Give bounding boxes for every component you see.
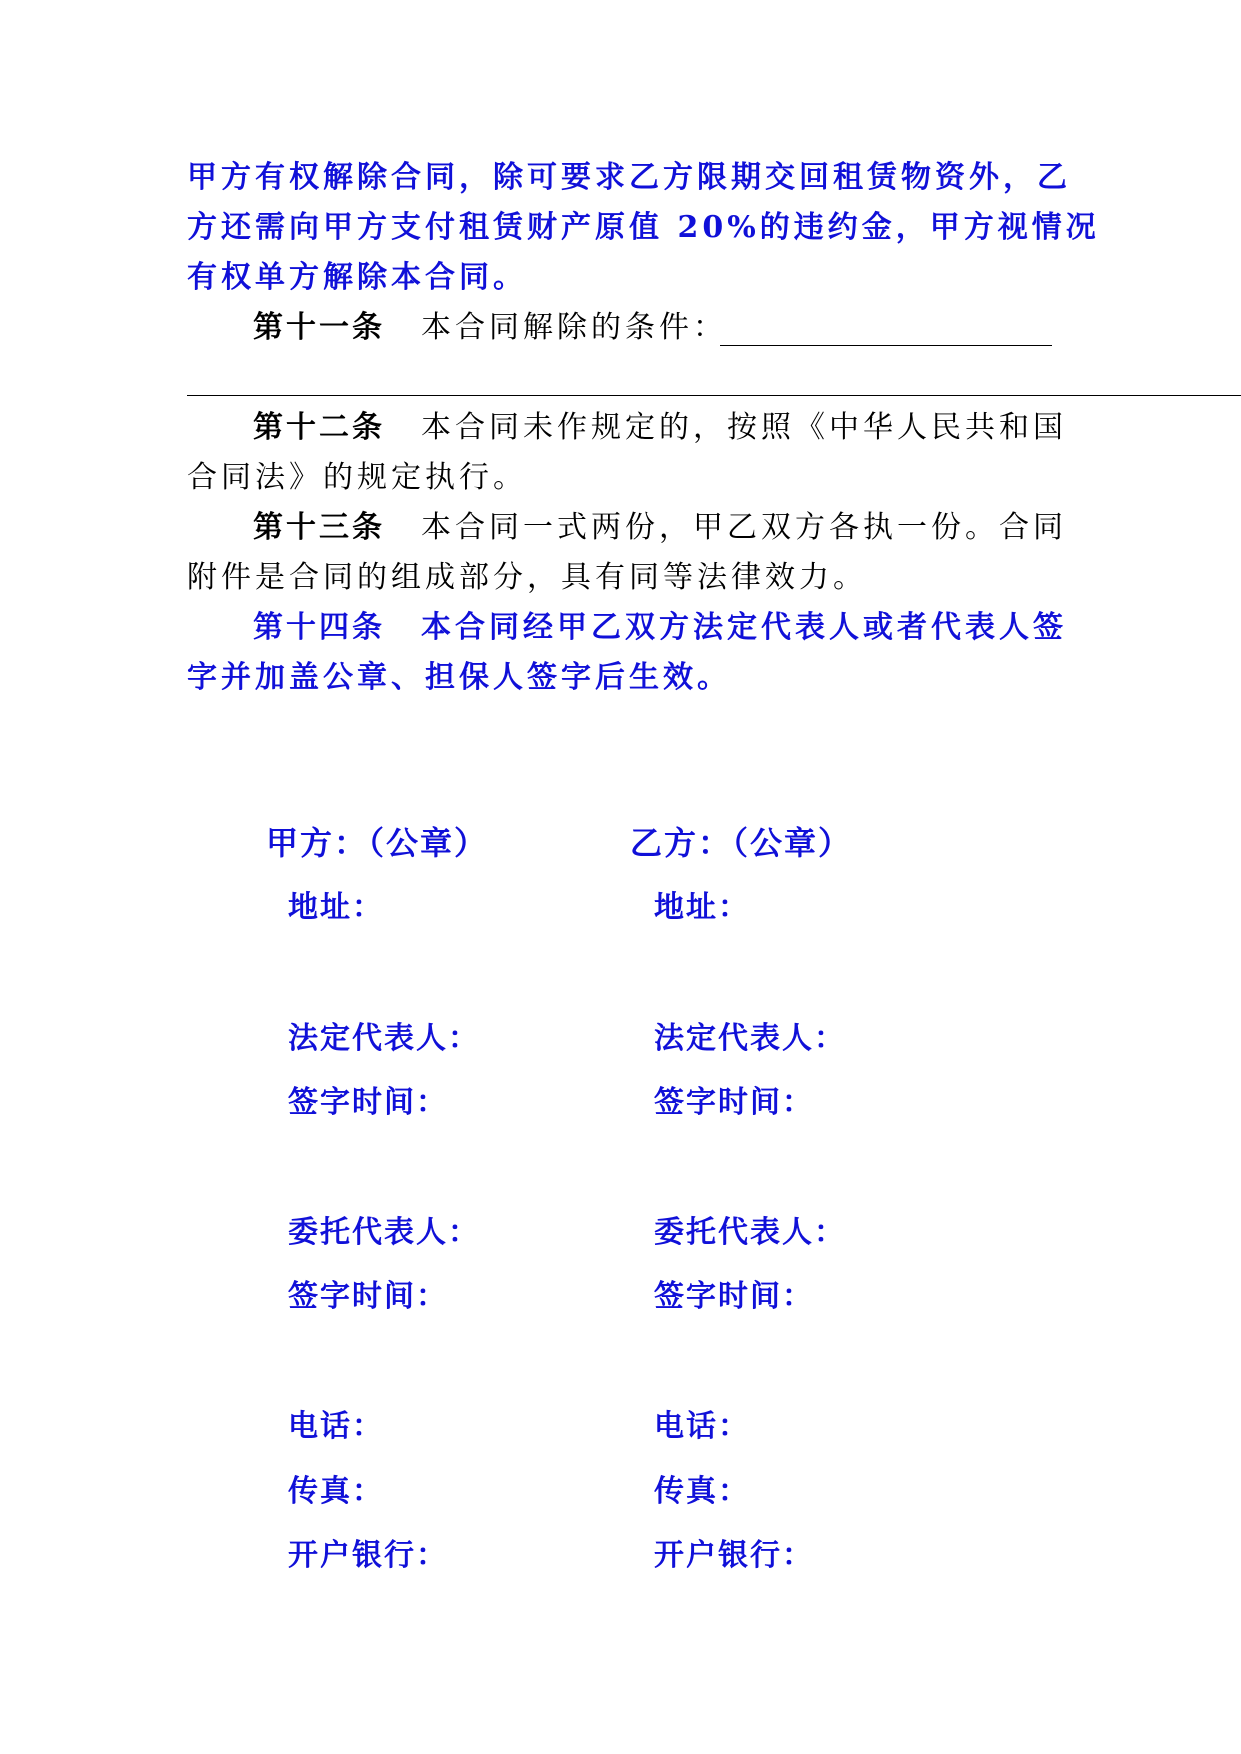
para-top-line-1: 甲方有权解除合同，除可要求乙方限期交回租赁物资外，乙 xyxy=(187,160,1071,195)
article-14-number: 第十四条 xyxy=(253,610,385,645)
article-12-text: 本合同未作规定的，按照《中华人民共和国 xyxy=(421,410,1067,445)
party-a-address: 地址： xyxy=(288,890,384,925)
article-11 xyxy=(253,308,727,348)
party-a-phone: 电话： xyxy=(288,1409,384,1444)
party-b-sign-time-1: 签字时间： xyxy=(654,1085,814,1120)
party-b-legal-rep: 法定代表人： xyxy=(654,1021,846,1056)
party-b-bank: 开户银行： xyxy=(654,1538,814,1573)
article-11-number: 第十一条 xyxy=(253,310,385,345)
article-11-text: 本合同解除的条件： xyxy=(421,310,727,345)
article-12 xyxy=(253,408,1067,448)
article-13-text: 本合同一式两份，甲乙双方各执一份。合同 xyxy=(421,510,1067,545)
party-b-sign-time-2: 签字时间： xyxy=(654,1279,814,1314)
article-13-number: 第十三条 xyxy=(253,510,385,545)
party-a-sign-time-1: 签字时间： xyxy=(288,1085,448,1120)
article-12-number: 第十二条 xyxy=(253,410,385,445)
article-13 xyxy=(253,508,1067,548)
article-11-blank-line xyxy=(720,345,1052,346)
article-14-cont: 字并加盖公章、担保人签字后生效。 xyxy=(187,660,731,695)
party-a-bank: 开户银行： xyxy=(288,1538,448,1573)
party-a-legal-rep: 法定代表人： xyxy=(288,1021,480,1056)
party-b-phone: 电话： xyxy=(654,1409,750,1444)
article-14-text: 本合同经甲乙双方法定代表人或者代表人签 xyxy=(421,610,1067,645)
article-13-cont: 附件是合同的组成部分，具有同等法律效力。 xyxy=(187,560,867,595)
party-a-sign-time-2: 签字时间： xyxy=(288,1279,448,1314)
party-a-title: 甲方：（公章） xyxy=(266,824,489,862)
party-a-fax: 传真： xyxy=(288,1474,384,1509)
party-b-address: 地址： xyxy=(654,890,750,925)
article-14 xyxy=(253,608,1067,648)
para-top-line-3: 有权单方解除本合同。 xyxy=(187,260,527,295)
party-b-fax: 传真： xyxy=(654,1474,750,1509)
article-11-blank-line-2 xyxy=(187,395,1241,396)
article-12-cont: 合同法》的规定执行。 xyxy=(187,460,527,495)
para-top-line-2: 方还需向甲方支付租赁财产原值 20%的违约金，甲方视情况 xyxy=(187,210,1100,245)
party-b-delegate: 委托代表人： xyxy=(654,1215,846,1250)
party-a-delegate: 委托代表人： xyxy=(288,1215,480,1250)
party-b-title: 乙方：（公章） xyxy=(630,824,853,862)
